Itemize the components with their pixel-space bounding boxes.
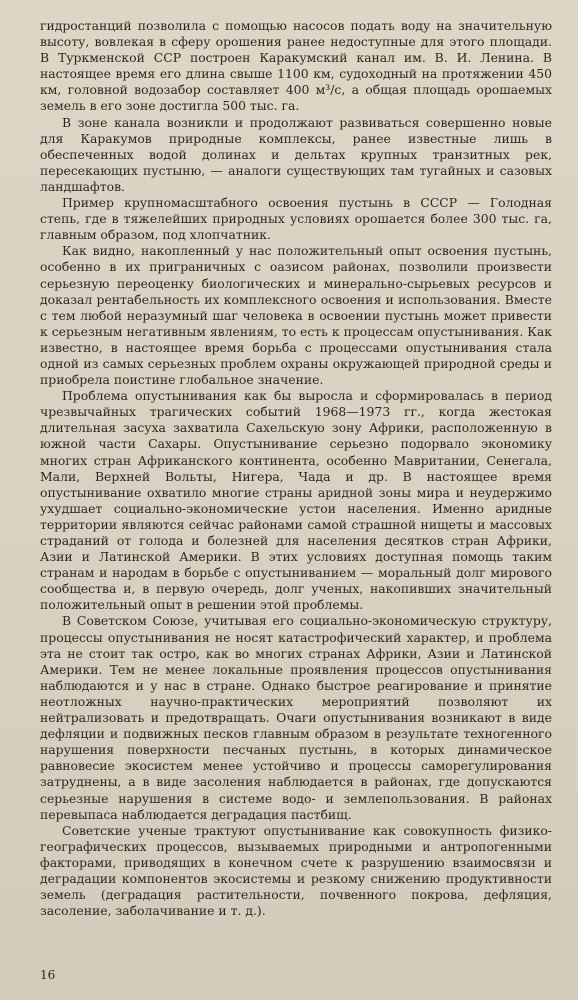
body-text bbox=[40, 18, 552, 919]
paragraph-6: В Советском Союзе, учитывая его социально-экономическую структуру, процессы опустынивания не носят катастрофический характер, и проблема эта не стоит так остро, как во многих странах Африки, Азии и Латинской Америки. Тем не менее локальные проявления процессов опустынивания наблюдаются и у нас в стране. Однако быстрое реагирование и принятие неотложных научно-практических мероприятий позволяют их нейтрализовать и предотвращать. Очаги опустынивания возникают в виде дефляции и подвижных песков главным образом в результате техногенного нарушения поверхности песчаных пустынь, в которых динамическое равновесие экосистем менее устойчиво и процессы саморегулирования затруднены, а в виде засоления наблюдается в районах, где допускаются серьезные нарушения в системе водо- и землепользования. В районах перевыпаса наблюдается деградация пастбищ. bbox=[40, 613, 552, 822]
page-number: 16 bbox=[40, 968, 56, 982]
paragraph-2: В зоне канала возникли и продолжают развиваться совершенно новые для Каракумов природные комплексы, ранее известные лишь в обеспеченных водой долинах и дельтах крупных транзитных рек, пересекающих пустыню, — аналоги существующих там тугайных и сазовых ландшафтов. bbox=[40, 114, 552, 194]
paragraph-1: гидростанций позволила с помощью насосов подать воду на значительную высоту, вовлекая в сферу орошения ранее недоступные для этого площади. В Туркменской ССР построен Каракумский канал им. В. И. Ленина. В настоящее время его длина свыше 1100 км, судоходный на протяжении 450 км, головной водозабор составляет 400 м³/с, а общая площадь орошаемых земель в его зоне достигла 500 тыс. га. bbox=[40, 18, 552, 114]
paragraph-5: Проблема опустынивания как бы выросла и сформировалась в период чрезвычайных трагических событий 1968—1973 гг., когда жестокая длительная засуха захватила Сахельскую зону Африки, расположенную в южной части Сахары. Опустынивание серьезно подорвало экономику многих стран Африканского континента, особенно Мавритании, Сенегала, Мали, Верхней Вольты, Нигера, Чада и др. В настоящее время опустынивание охватило многие страны аридной зоны мира и неудержимо ухудшает социально-экономические устои населения. Именно аридные территории являются сейчас районами самой страшной нищеты и массовых страданий от голода и болезней для населения десятков стран Африки, Азии и Латинской Америки. В этих условиях доступная помощь таким странам и народам в борьбе с опустыниванием — моральный долг мирового сообщества и, в первую очередь, долг ученых, накопивших значительный положительный опыт в решении этой проблемы. bbox=[40, 388, 552, 613]
paragraph-4: Как видно, накопленный у нас положительный опыт освоения пустынь, особенно в их приграничных с оазисом районах, позволили произвести серьезную переоценку биологических и минерально-сырьевых ресурсов и доказал рентабельность их комплексного освоения и использования. Вместе с тем любой неразумный шаг человека в освоении пустынь может привести к серьезным негативным явлениям, то есть к процессам опустынивания. Как известно, в настоящее время борьба с процессами опустынивания стала одной из самых серьезных проблем охраны окружающей природной среды и приобрела поистине глобальное значение. bbox=[40, 243, 552, 388]
paragraph-7: Советские ученые трактуют опустынивание как совокупность физико-географических процессов, вызываемых природными и антропогенными факторами, приводящих в конечном счете к разрушению взаимосвязи и деградации компонентов экосистемы и резкому снижению продуктивности земель (деградация растительности, почвенного покрова, дефляция, засоление, заболачивание и т. д.). bbox=[40, 822, 552, 919]
paragraph-3: Пример крупномасштабного освоения пустынь в СССР — Голодная степь, где в тяжелейших природных условиях орошается более 300 тыс. га, главным образом, под хлопчатник. bbox=[40, 195, 552, 243]
